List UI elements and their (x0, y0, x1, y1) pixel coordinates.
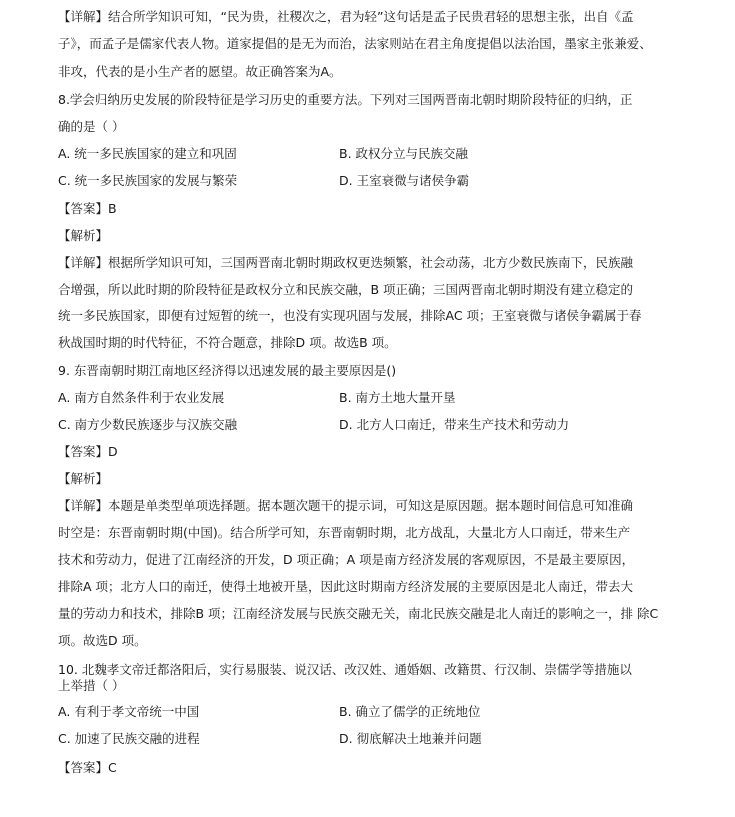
question-8-explanation: 秋战国时期的时代特征，不符合题意，排除D 项。故选B 项。 (58, 335, 397, 350)
question-8-explanation: 合增强，所以此时期的阶段特征是政权分立和民族交融，B 项正确；三国两晋南北朝时期没有建立稳定的 (58, 282, 634, 297)
question-8-option-b: B. 政权分立与民族交融 (339, 146, 469, 161)
question-9-explanation: 技术和劳动力，促进了江南经济的开发，D 项正确；A 项是南方经济发展的客观原因，不是最主要原因， (58, 552, 635, 567)
question-10-stem: 上举措（ ） (58, 678, 125, 693)
question-9-option-c: C. 南方少数民族逐步与汉族交融 (58, 417, 238, 432)
question-9-option-a: A. 南方自然条件利于农业发展 (58, 390, 225, 405)
question-9-explanation: 量的劳动力和技术，排除B 项；江南经济发展与民族交融无关，南北民族交融是北人南迁的影响之一，排 除C (58, 606, 659, 621)
question-9-answer: 【答案】D (58, 444, 118, 459)
question-8-explanation: 【详解】根据所学知识可知，三国两晋南北朝时期政权更迭频繁，社会动荡，北方少数民族南下，民族融 (58, 255, 634, 270)
explanation-line: 【详解】结合所学知识可知，“民为贵，社稷次之，君为轻”这句话是孟子民贵君轻的思想主张，出自《孟 (58, 9, 634, 24)
question-10-option-c: C. 加速了民族交融的进程 (58, 731, 200, 746)
question-10-option-d: D. 彻底解决土地兼并问题 (339, 731, 482, 746)
question-9-explanation: 时空是：东晋南朝时期(中国)。结合所学可知，东晋南朝时期，北方战乱，大量北方人口南迁，带来生产 (58, 525, 631, 540)
question-10-stem: 10. 北魏孝文帝迁都洛阳后，实行易服装、说汉话、改汉姓、通婚姻、改籍贯、行汉制、崇儒学等措施以 (58, 662, 632, 677)
question-9-explanation: 排除A 项；北方人口的南迁，使得土地被开垦，因此这时期南方经济发展的主要原因是北人南迁，带去大 (58, 579, 634, 594)
question-9-stem: 9. 东晋南朝时期江南地区经济得以迅速发展的最主要原因是() (58, 363, 397, 378)
question-8-answer: 【答案】B (58, 201, 117, 216)
question-9-explanation: 【详解】本题是单类型单项选择题。据本题次题干的提示词，可知这是原因题。据本题时间信息可知准确 (58, 498, 634, 513)
explanation-line: 子》，而孟子是儒家代表人物。道家提倡的是无为而治，法家则站在君主角度提倡以法治国，墨家主张兼爱、 (58, 36, 652, 51)
question-9-explanation: 项。故选D 项。 (58, 633, 147, 648)
explanation-line: 非攻，代表的是小生产者的愿望。故正确答案为A。 (58, 64, 342, 79)
question-10-option-b: B. 确立了儒学的正统地位 (339, 704, 481, 719)
question-8-stem: 8.学会归纳历史发展的阶段特征是学习历史的重要方法。下列对三国两晋南北朝时期阶段特征的归纳，正 (58, 92, 633, 107)
question-10-answer: 【答案】C (58, 760, 117, 775)
question-9-option-b: B. 南方土地大量开垦 (339, 390, 456, 405)
question-9-analysis-heading: 【解析】 (58, 471, 109, 486)
question-8-analysis-heading: 【解析】 (58, 228, 109, 243)
question-8-option-a: A. 统一多民族国家的建立和巩固 (58, 146, 237, 161)
question-8-option-c: C. 统一多民族国家的发展与繁荣 (58, 173, 238, 188)
question-8-option-d: D. 王室衰微与诸侯争霸 (339, 173, 470, 188)
question-8-stem: 确的是（ ） (58, 119, 125, 134)
question-10-option-a: A. 有利于孝文帝统一中国 (58, 704, 200, 719)
question-9-option-d: D. 北方人口南迁，带来生产技术和劳动力 (339, 417, 570, 432)
question-8-explanation: 统一多民族国家，即便有过短暂的统一，也没有实现巩固与发展，排除AC 项；王室衰微与诸侯争霸属于春 (58, 308, 642, 323)
